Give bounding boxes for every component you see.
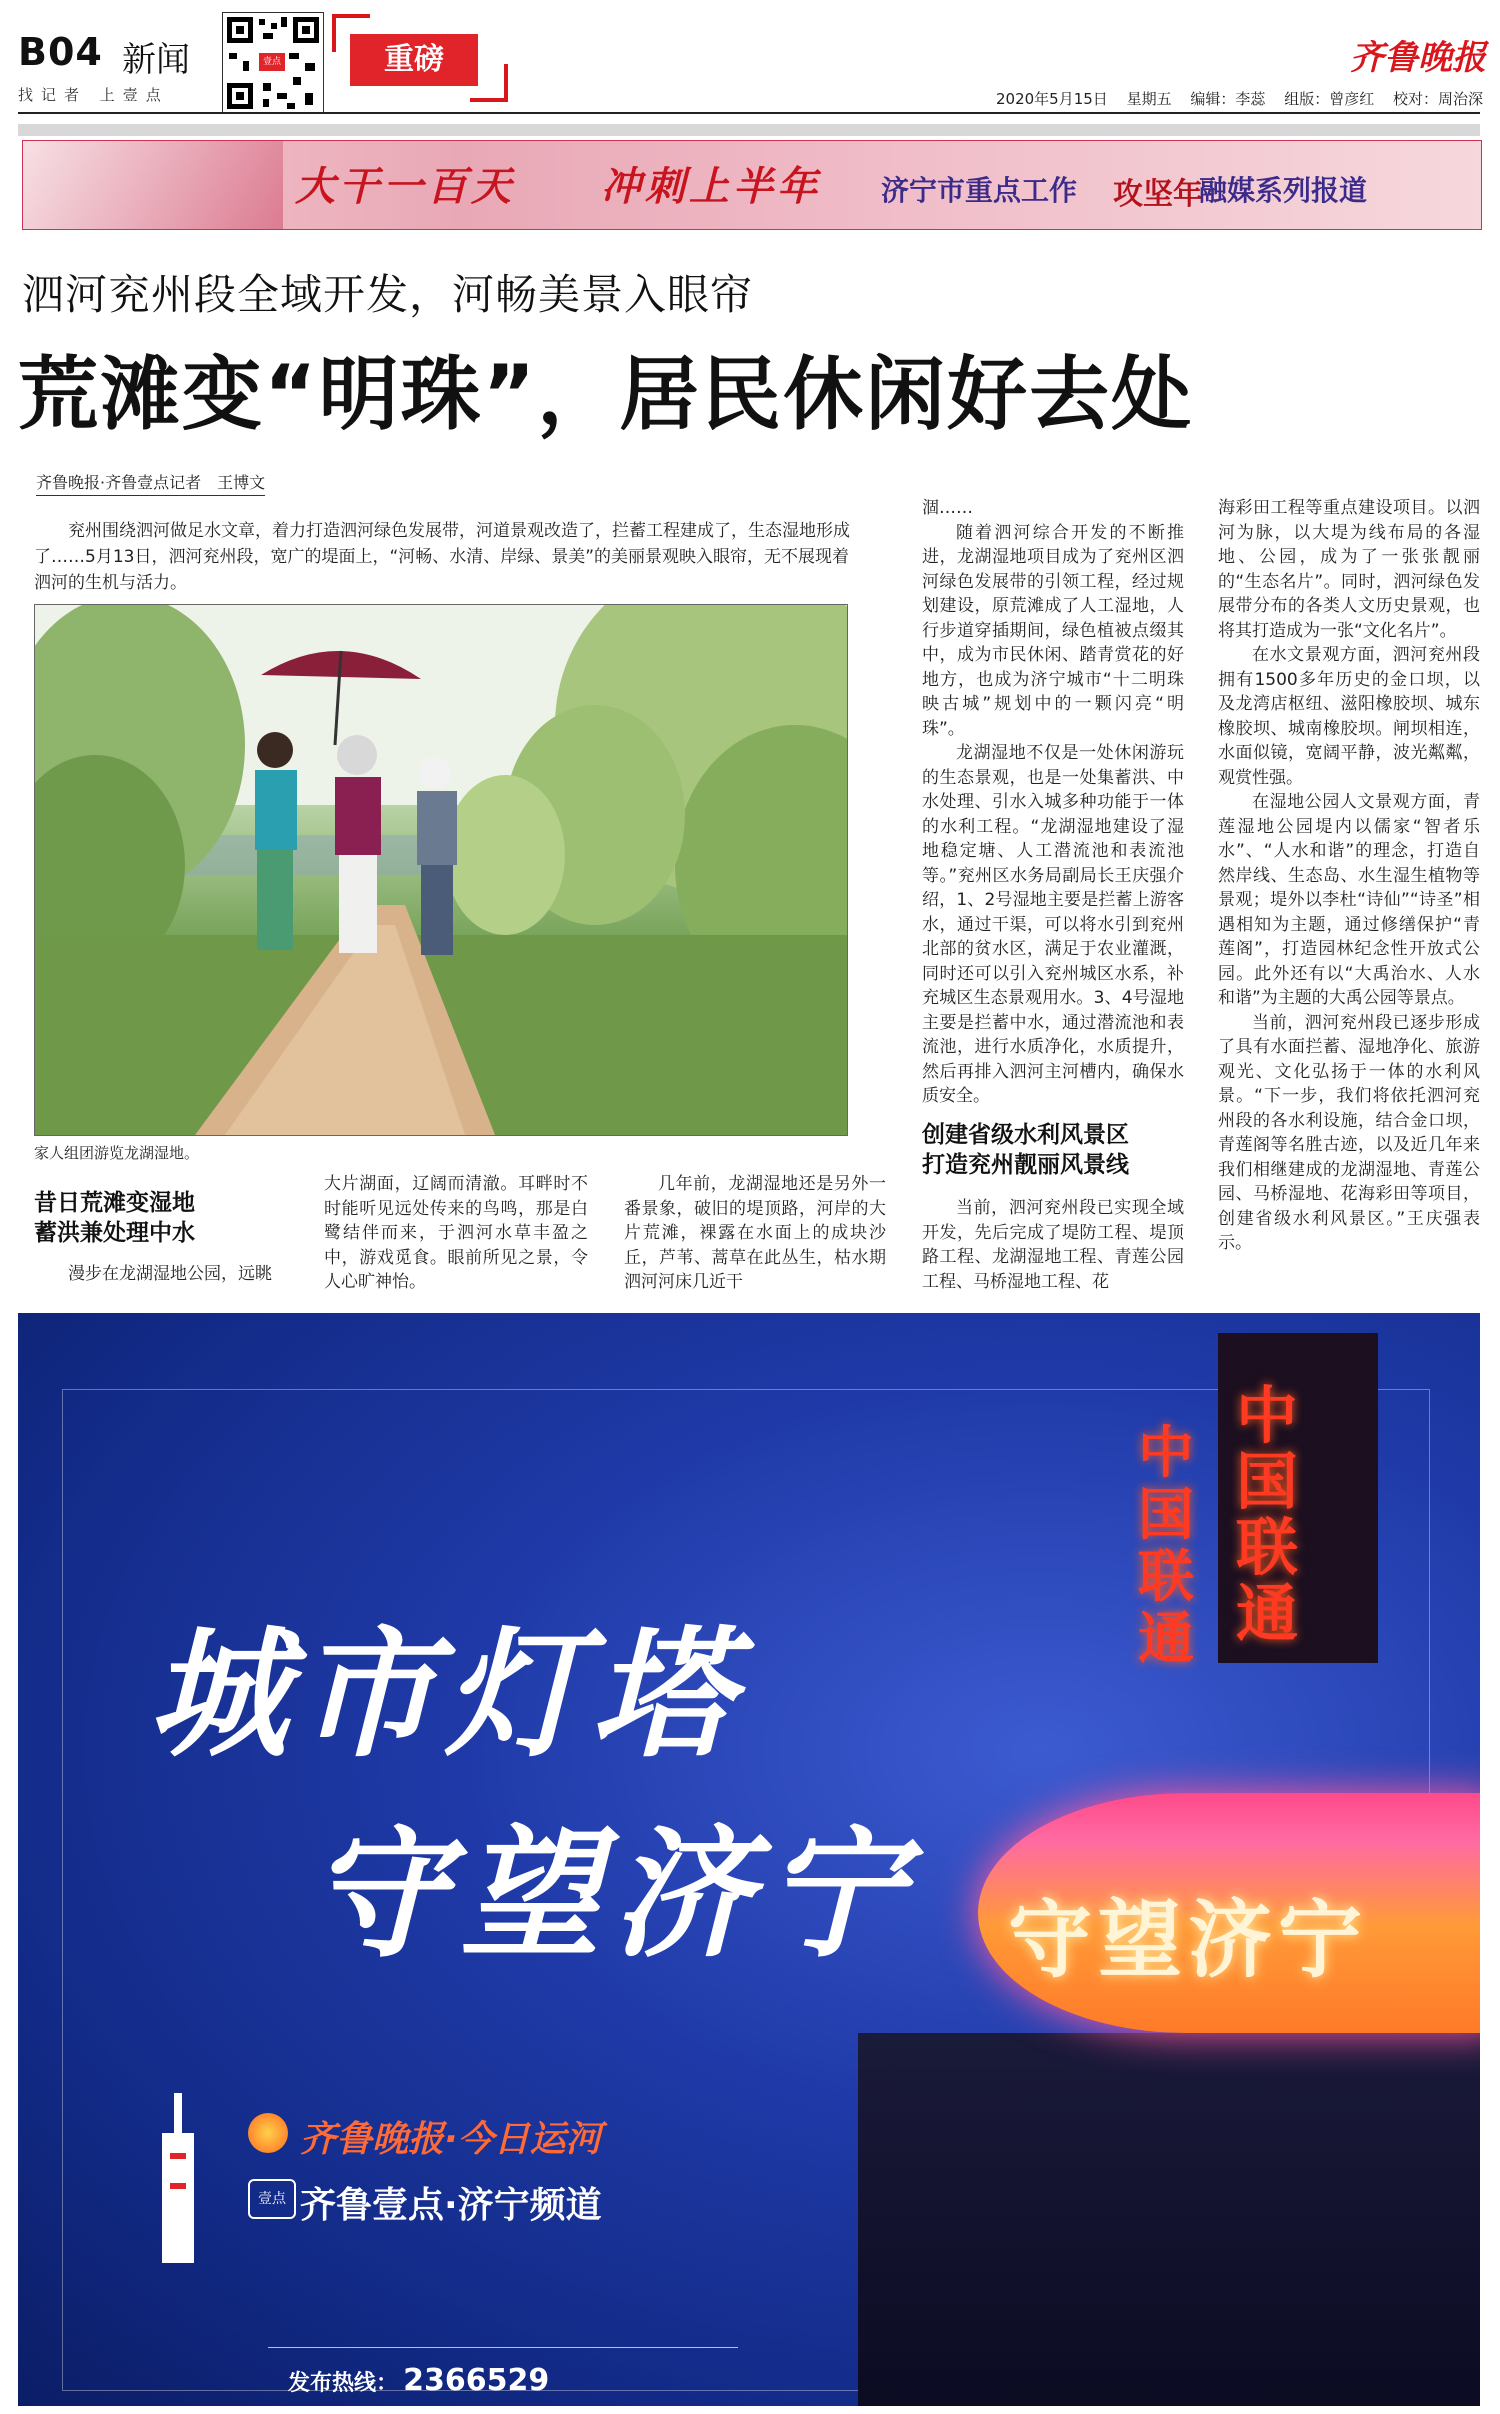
article-column-4b <box>922 1196 1184 1294</box>
article-column-2 <box>324 1172 588 1295</box>
ad-brand-2: 齐鲁壹点·济宁频道 <box>300 2185 602 2226</box>
banner-slogan-1: 大干一百天 <box>295 164 515 210</box>
tower-icon <box>148 2093 208 2263</box>
section-name: 新闻 <box>122 40 190 80</box>
banner-slogan-2: 冲刺上半年 <box>601 164 821 210</box>
article-subhead: 泗河兖州段全域开发，河畅美景入眼帘 <box>22 270 754 319</box>
ad-divider <box>268 2347 738 2348</box>
series-banner <box>22 140 1482 230</box>
section-heading-1: 昔日荒滩变湿地 蓄洪兼处理中水 <box>34 1190 195 1246</box>
paragraph: 当前，泗河兖州段已实现全域开发，先后完成了堤防工程、堤顶路工程、龙湖湿地工程、青莲公园工程、马桥湿地工程、花 <box>922 1198 1184 1292</box>
paragraph: 海彩田工程等重点建设项目。以泗河为脉，以大堤为线布局的各湿地、公园，成为了一张张靓丽的“生态名片”。同时，泗河绿色发展带分布的各类人文历史景观，也将其打造成为一张“文化名片”。 <box>1218 498 1480 641</box>
hotline-label: 发布热线： <box>288 2371 399 2396</box>
tagline: 找记者 上壹点 <box>18 86 169 104</box>
drum-sign-text: 守望济宁 <box>1008 1891 1369 1989</box>
photo-caption: 家人组团游览龙湖湿地。 <box>34 1144 200 1162</box>
article-byline: 齐鲁晚报·齐鲁壹点记者 王博文 <box>36 470 265 496</box>
advertisement[interactable] <box>18 1313 1480 2406</box>
ad-slogan-2: 守望济宁 <box>308 1813 917 1977</box>
yidian-logo-icon: 壹点 <box>248 2179 296 2219</box>
article-column-5 <box>1218 496 1480 1256</box>
article-headline: 荒滩变“明珠”，居民休闲好去处 <box>18 348 1194 441</box>
paragraph: 涸…… <box>922 498 973 518</box>
section-badge: 重磅 <box>350 34 478 86</box>
masthead-gray-band <box>18 124 1480 136</box>
paragraph: 当前，泗河兖州段已逐步形成了具有水面拦蓄、湿地净化、旅游观光、文化弘扬于一体的水利风景。“下一步，我们将依托泗河兖州段的各水利设施，结合金口坝，青莲阁等名胜古迹，以及近几年来我们相继建成的龙湖湿地、青莲公园、马桥湿地、花海彩田等项目，创建省级水利风景区。”王庆强表示。 <box>1218 1012 1480 1253</box>
issue-date: 2020年5月15日 <box>996 90 1108 108</box>
page-number: B04 <box>18 30 103 74</box>
tower-sign-text-left: 中国联通 <box>1138 1421 1194 1672</box>
paragraph: 大片湖面，辽阔而清澈。耳畔时不时能听见远处传来的鸟鸣，那是白鹭结伴而来，于泗河水草丰盈之中，游戏觅食。眼前所见之景，令人心旷神怡。 <box>324 1174 588 1292</box>
paragraph: 在水文景观方面，泗河兖州段拥有1500多年历史的金口坝，以及龙湾店枢纽、滋阳橡胶坝、城东橡胶坝、城南橡胶坝。闸坝相连，水面似镜，宽阔平静，波光粼粼，观赏性强。 <box>1218 645 1480 788</box>
brand-logo: 齐鲁晚报 <box>1350 38 1486 78</box>
qr-center-label: 壹点 <box>259 53 285 71</box>
paragraph: 在湿地公园人文景观方面，青莲湿地公园堤内以儒家“智者乐水”、“人水和谐”的理念，打造自然岸线、生态岛、水生湿生植物等景观；堤外以李杜“诗仙”“诗圣”相遇相知为主题，通过修缮保护“青莲阁”，打造园林纪念性开放式公园。此外还有以“大禹治水、人水和谐”为主题的大禹公园等景点。 <box>1218 792 1480 1008</box>
article-column-4 <box>922 496 1184 1109</box>
paragraph: 随着泗河综合开发的不断推进，龙湖湿地项目成为了兖州区泗河绿色发展带的引领工程，经过规划建设，原荒滩成了人工湿地，人行步道穿插期间，绿色植被点缀其中，成为市民休闲、踏青赏花的好地方，也成为济宁城市“十二明珠映古城”规划中的一颗闪亮“明珠”。 <box>922 522 1184 739</box>
article-lead: 兖州围绕泗河做足水文章，着力打造泗河绿色发展带，河道景观改造了，拦蓄工程建成了，生态湿地形成了……5月13日，泗河兖州段，宽广的堤面上，“河畅、水清、岸绿、景美”的美丽景观映入眼帘，无不展现着泗河的生机与活力。 <box>34 521 850 593</box>
hotline-number: 2366529 <box>403 2363 550 2398</box>
issue-weekday: 星期五 <box>1126 90 1172 108</box>
ad-brand-1: 齐鲁晚报·今日运河 <box>300 2119 602 2160</box>
qilu-logo-icon <box>248 2113 288 2153</box>
article-column-1 <box>34 1262 292 1287</box>
section-heading-2: 创建省级水利风景区 打造兖州靓丽风景线 <box>922 1122 1129 1178</box>
banner-series-report: 融媒系列报道 <box>1199 174 1368 207</box>
qr-code-icon[interactable] <box>222 12 324 114</box>
banner-building-graphic <box>23 141 283 229</box>
editor-credit: 编辑：李蕊 <box>1190 90 1266 108</box>
banner-series-year: 攻坚年 <box>1113 177 1203 212</box>
photo-illustration <box>35 605 847 1135</box>
layout-credit: 组版：曾彦红 <box>1284 90 1375 108</box>
banner-series-name: 济宁市重点工作 <box>881 174 1078 207</box>
article-photo <box>34 604 848 1136</box>
paragraph: 几年前，龙湖湿地还是另外一番景象，破旧的堤顶路，河岸的大片荒滩，裸露在水面上的成块沙丘，芦苇、蒿草在此丛生，枯水期泗河河床几近干 <box>624 1174 886 1292</box>
ad-hotline[interactable] <box>288 2363 549 2398</box>
tower-sign-text-front: 中国联通 <box>1236 1379 1299 1650</box>
paragraph: 漫步在龙湖湿地公园，远眺 <box>68 1264 272 1284</box>
ad-slogan-1: 城市灯塔 <box>148 1613 741 1777</box>
ad-building-base <box>858 2033 1480 2406</box>
masthead-rule <box>18 112 1480 114</box>
article-column-3 <box>624 1172 886 1295</box>
dateline <box>996 88 1497 109</box>
paragraph: 龙湖湿地不仅是一处休闲游玩的生态景观，也是一处集蓄洪、中水处理、引水入城多种功能于一体的水利工程。“龙湖湿地建设了湿地稳定塘、人工潜流池和表流池等。”兖州区水务局副局长王庆强介绍，1、2号湿地主要是拦蓄上游客水，通过干渠，可以将水引到兖州北部的贫水区，满足于农业灌溉，同时还可以引入兖州城区水系，补充城区生态景观用水。3、4号湿地主要是拦蓄中水，通过潜流池和表流池，进行水质净化，水质提升，然后再排入泗河主河槽内，确保水质安全。 <box>922 743 1184 1106</box>
proofread-credit: 校对：周治深 <box>1392 90 1483 108</box>
